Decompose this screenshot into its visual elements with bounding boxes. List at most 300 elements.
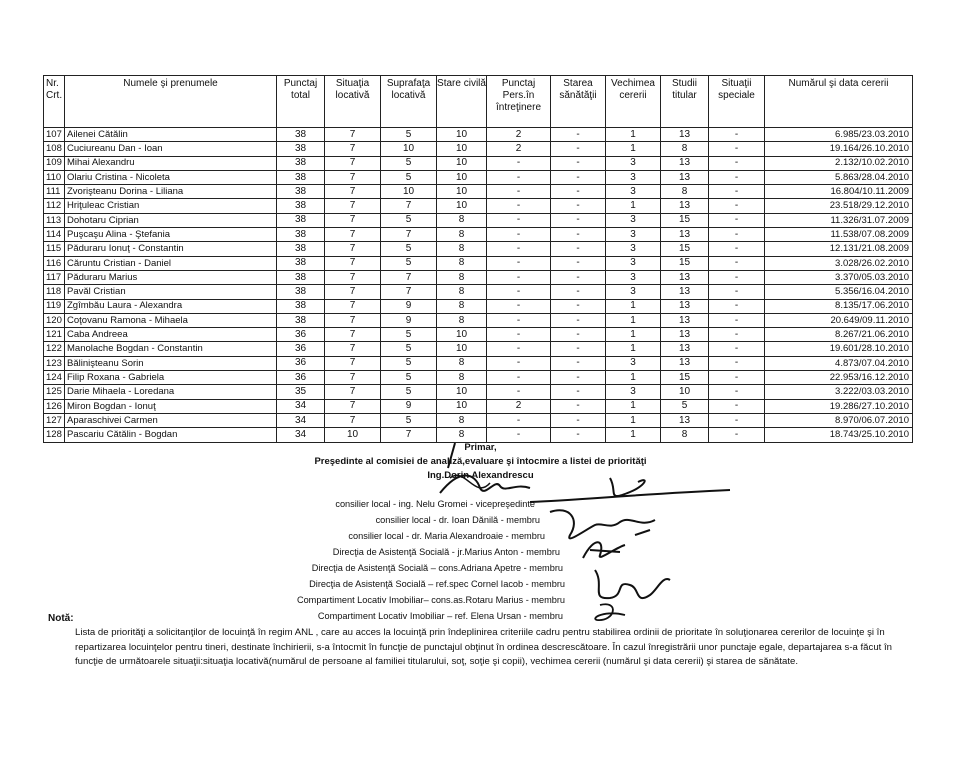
cell-sanatate: - [551,328,606,342]
cell-sanatate: - [551,242,606,256]
cell-nr: 115 [44,242,65,256]
header-situatia-locativa: Situaţia locativă [325,76,381,128]
cell-date: 3.370/05.03.2010 [765,270,913,284]
table-row [44,385,913,399]
presedinte-name: Ing.Dorin Alexandrescu [427,470,534,481]
cell-name: Manolache Bogdan - Constantin [65,342,277,356]
cell-speciale: - [709,199,765,213]
cell-speciale: - [709,285,765,299]
member-signature-4 [585,560,675,630]
cell-situatia: 7 [325,213,381,227]
cell-stare-civila: 10 [437,199,487,213]
cell-speciale: - [709,413,765,427]
cell-speciale: - [709,170,765,184]
cell-studii: 13 [661,270,709,284]
cell-punctaj: 38 [277,142,325,156]
cell-name: Pavăl Cristian [65,285,277,299]
header-suprafata-locativa: Suprafaţa locativă [381,76,437,128]
cell-nr: 109 [44,156,65,170]
header-studii-titular: Studii titular [661,76,709,128]
cell-vechime: 1 [606,313,661,327]
table-body [44,128,913,443]
cell-suprafata: 7 [381,270,437,284]
header-starea-sanatatii: Starea sănătăţii [551,76,606,128]
cell-punctaj: 36 [277,328,325,342]
table-row [44,413,913,427]
header-punctaj-total: Punctaj total [277,76,325,128]
cell-vechime: 3 [606,356,661,370]
cell-nr: 122 [44,342,65,356]
cell-stare-civila: 8 [437,299,487,313]
cell-nr: 108 [44,142,65,156]
cell-speciale: - [709,399,765,413]
cell-punctaj: 38 [277,299,325,313]
cell-punctaj: 38 [277,170,325,184]
cell-pers-intretinere: 2 [487,128,551,142]
table-row [44,313,913,327]
cell-stare-civila: 10 [437,385,487,399]
cell-pers-intretinere: - [487,228,551,242]
cell-punctaj: 38 [277,270,325,284]
cell-situatia: 7 [325,371,381,385]
cell-nr: 114 [44,228,65,242]
table-header-row [44,76,913,128]
cell-name: Miron Bogdan - Ionuţ [65,399,277,413]
cell-studii: 15 [661,242,709,256]
cell-pers-intretinere: - [487,270,551,284]
cell-sanatate: - [551,285,606,299]
nota-label: Notă: [48,613,74,624]
cell-punctaj: 38 [277,242,325,256]
cell-name: Olariu Cristina - Nicoleta [65,170,277,184]
cell-date: 18.743/25.10.2010 [765,428,913,442]
primar-label: Primar, [464,442,497,453]
cell-date: 19.601/28.10.2010 [765,342,913,356]
cell-punctaj: 36 [277,342,325,356]
member-line: Compartiment Locativ Imobiliar – ref. Elena Ursan - membru [317,611,563,621]
cell-name: Caba Andreea [65,328,277,342]
cell-speciale: - [709,385,765,399]
cell-punctaj: 38 [277,285,325,299]
cell-date: 8.267/21.06.2010 [765,328,913,342]
cell-pers-intretinere: - [487,371,551,385]
cell-suprafata: 5 [381,356,437,370]
cell-speciale: - [709,328,765,342]
cell-suprafata: 5 [381,328,437,342]
cell-sanatate: - [551,256,606,270]
cell-stare-civila: 10 [437,328,487,342]
cell-vechime: 3 [606,170,661,184]
table-row [44,199,913,213]
table-row [44,356,913,370]
table-row [44,228,913,242]
cell-nr: 123 [44,356,65,370]
cell-pers-intretinere: - [487,242,551,256]
cell-situatia: 7 [325,356,381,370]
cell-pers-intretinere: - [487,199,551,213]
cell-punctaj: 36 [277,356,325,370]
cell-stare-civila: 8 [437,356,487,370]
cell-name: Darie Mihaela - Loredana [65,385,277,399]
header-nume: Numele şi prenumele [65,76,277,128]
cell-stare-civila: 8 [437,285,487,299]
cell-situatia: 7 [325,156,381,170]
cell-nr: 117 [44,270,65,284]
member-line: consilier local - dr. Ioan Dănilă - membru [375,515,540,525]
cell-punctaj: 38 [277,128,325,142]
cell-situatia: 7 [325,242,381,256]
cell-punctaj: 34 [277,428,325,442]
cell-name: Puşcaşu Alina - Ştefania [65,228,277,242]
cell-studii: 13 [661,285,709,299]
cell-name: Filip Roxana - Gabriela [65,371,277,385]
cell-studii: 15 [661,371,709,385]
cell-sanatate: - [551,228,606,242]
cell-speciale: - [709,228,765,242]
cell-stare-civila: 10 [437,128,487,142]
cell-date: 19.164/26.10.2010 [765,142,913,156]
cell-stare-civila: 8 [437,413,487,427]
cell-sanatate: - [551,270,606,284]
cell-vechime: 3 [606,228,661,242]
cell-punctaj: 34 [277,413,325,427]
cell-studii: 13 [661,356,709,370]
cell-pers-intretinere: - [487,313,551,327]
cell-nr: 113 [44,213,65,227]
cell-punctaj: 35 [277,385,325,399]
cell-situatia: 7 [325,185,381,199]
cell-pers-intretinere: - [487,156,551,170]
cell-sanatate: - [551,313,606,327]
cell-suprafata: 5 [381,128,437,142]
cell-vechime: 1 [606,399,661,413]
cell-stare-civila: 8 [437,242,487,256]
cell-stare-civila: 8 [437,313,487,327]
cell-suprafata: 7 [381,285,437,299]
cell-date: 8.135/17.06.2010 [765,299,913,313]
cell-pers-intretinere: 2 [487,399,551,413]
member-line: Direcţia de Asistenţă Socială - jr.Marius Anton - membru [332,547,560,557]
cell-speciale: - [709,356,765,370]
cell-vechime: 3 [606,156,661,170]
table-row [44,399,913,413]
header-numar-data-cererii: Numărul şi data cererii [765,76,913,128]
cell-stare-civila: 10 [437,399,487,413]
cell-studii: 15 [661,213,709,227]
cell-stare-civila: 8 [437,228,487,242]
cell-punctaj: 38 [277,199,325,213]
cell-date: 3.028/26.02.2010 [765,256,913,270]
cell-stare-civila: 8 [437,428,487,442]
cell-studii: 8 [661,428,709,442]
cell-vechime: 3 [606,285,661,299]
cell-nr: 124 [44,371,65,385]
table-row [44,342,913,356]
cell-name: Aparaschivei Carmen [65,413,277,427]
cell-name: Păduraru Ionuţ - Constantin [65,242,277,256]
cell-name: Cuciureanu Dan - Ioan [65,142,277,156]
cell-pers-intretinere: - [487,413,551,427]
cell-vechime: 3 [606,270,661,284]
table-row [44,299,913,313]
table-row [44,213,913,227]
table-row [44,285,913,299]
cell-suprafata: 9 [381,399,437,413]
cell-suprafata: 5 [381,156,437,170]
cell-studii: 13 [661,228,709,242]
cell-name: Bălinişteanu Sorin [65,356,277,370]
header-stare-civila: Stare civilă [437,76,487,128]
cell-vechime: 3 [606,185,661,199]
cell-vechime: 3 [606,256,661,270]
cell-situatia: 7 [325,299,381,313]
cell-situatia: 7 [325,313,381,327]
cell-suprafata: 5 [381,242,437,256]
header-nr-crt: Nr. Crt. [44,76,65,128]
cell-vechime: 1 [606,328,661,342]
cell-sanatate: - [551,385,606,399]
cell-suprafata: 10 [381,142,437,156]
cell-situatia: 7 [325,128,381,142]
cell-name: Hriţuleac Cristian [65,199,277,213]
cell-pers-intretinere: 2 [487,142,551,156]
cell-situatia: 7 [325,328,381,342]
cell-studii: 13 [661,342,709,356]
header-punctaj-pers-intretinere: Punctaj Pers.în întreţinere [487,76,551,128]
table-row [44,128,913,142]
cell-name: Ailenei Cătălin [65,128,277,142]
cell-speciale: - [709,156,765,170]
cell-sanatate: - [551,156,606,170]
cell-nr: 111 [44,185,65,199]
cell-speciale: - [709,371,765,385]
cell-sanatate: - [551,371,606,385]
cell-suprafata: 7 [381,428,437,442]
cell-vechime: 3 [606,242,661,256]
cell-speciale: - [709,242,765,256]
cell-situatia: 7 [325,142,381,156]
cell-name: Coţovanu Ramona - Mihaela [65,313,277,327]
cell-sanatate: - [551,428,606,442]
cell-nr: 128 [44,428,65,442]
cell-name: Zgîmbău Laura - Alexandra [65,299,277,313]
cell-stare-civila: 8 [437,371,487,385]
cell-situatia: 7 [325,342,381,356]
cell-name: Mihai Alexandru [65,156,277,170]
cell-studii: 13 [661,328,709,342]
cell-sanatate: - [551,413,606,427]
cell-situatia: 10 [325,428,381,442]
cell-nr: 120 [44,313,65,327]
table-row [44,242,913,256]
cell-speciale: - [709,270,765,284]
cell-situatia: 7 [325,170,381,184]
cell-situatia: 7 [325,199,381,213]
cell-punctaj: 34 [277,399,325,413]
cell-situatia: 7 [325,399,381,413]
cell-suprafata: 5 [381,385,437,399]
cell-stare-civila: 10 [437,142,487,156]
cell-stare-civila: 10 [437,156,487,170]
cell-name: Zvorişteanu Dorina - Liliana [65,185,277,199]
cell-punctaj: 38 [277,228,325,242]
cell-nr: 107 [44,128,65,142]
cell-vechime: 1 [606,428,661,442]
cell-date: 3.222/03.03.2010 [765,385,913,399]
cell-studii: 8 [661,142,709,156]
cell-punctaj: 38 [277,156,325,170]
cell-suprafata: 9 [381,299,437,313]
cell-speciale: - [709,428,765,442]
cell-sanatate: - [551,185,606,199]
cell-speciale: - [709,313,765,327]
cell-stare-civila: 10 [437,342,487,356]
cell-stare-civila: 10 [437,185,487,199]
cell-suprafata: 5 [381,413,437,427]
cell-vechime: 3 [606,213,661,227]
cell-name: Păduraru Marius [65,270,277,284]
table-row [44,328,913,342]
cell-suprafata: 10 [381,185,437,199]
cell-speciale: - [709,256,765,270]
cell-date: 4.873/07.04.2010 [765,356,913,370]
cell-pers-intretinere: - [487,299,551,313]
cell-suprafata: 7 [381,199,437,213]
cell-studii: 13 [661,313,709,327]
cell-situatia: 7 [325,413,381,427]
cell-vechime: 1 [606,199,661,213]
cell-nr: 110 [44,170,65,184]
cell-vechime: 1 [606,371,661,385]
cell-date: 20.649/09.11.2010 [765,313,913,327]
cell-punctaj: 38 [277,213,325,227]
cell-speciale: - [709,213,765,227]
cell-date: 12.131/21.08.2009 [765,242,913,256]
cell-punctaj: 36 [277,371,325,385]
header-vechimea-cererii: Vechimea cererii [606,76,661,128]
nota-text: Lista de priorităţi a solicitanţilor de locuinţă în regim ANL , care au acces la locuinţă prin îndeplinirea criteriile cadru pentru stabilirea ordinii de prioritate în soluţionarea cererilor de locuinţe şi în repartizarea locuinţelor pentru tineri, destinate închirierii, s-a întocmit în funcţie de punctajul obţinut în ordinea descrescătoare. În cazul înregistrării unor punctaje egale, departajarea s-a făcut în funcţie de următoarele situaţii:situaţia locativă(numărul de persoane al familiei titularului, soţ, soţie şi copii), vechimea cererii (numărul şi data cererii) şi starea de sănătate. [75,627,892,667]
header-situatii-speciale: Situaţii speciale [709,76,765,128]
cell-pers-intretinere: - [487,285,551,299]
cell-pers-intretinere: - [487,385,551,399]
cell-suprafata: 5 [381,256,437,270]
member-line: consilier local - dr. Maria Alexandroaie - membru [348,531,545,541]
cell-pers-intretinere: - [487,170,551,184]
table-row [44,371,913,385]
cell-situatia: 7 [325,385,381,399]
cell-sanatate: - [551,356,606,370]
cell-studii: 5 [661,399,709,413]
table-row [44,156,913,170]
cell-pers-intretinere: - [487,328,551,342]
cell-vechime: 1 [606,413,661,427]
cell-nr: 116 [44,256,65,270]
cell-nr: 118 [44,285,65,299]
cell-suprafata: 7 [381,228,437,242]
cell-stare-civila: 8 [437,213,487,227]
cell-studii: 13 [661,199,709,213]
cell-studii: 13 [661,128,709,142]
table-row [44,270,913,284]
cell-sanatate: - [551,299,606,313]
table-row [44,170,913,184]
cell-punctaj: 38 [277,185,325,199]
priority-list-table [43,75,913,443]
cell-date: 19.286/27.10.2010 [765,399,913,413]
cell-speciale: - [709,142,765,156]
cell-vechime: 1 [606,342,661,356]
cell-name: Pascariu Cătălin - Bogdan [65,428,277,442]
cell-situatia: 7 [325,285,381,299]
cell-studii: 10 [661,385,709,399]
cell-nr: 112 [44,199,65,213]
cell-vechime: 1 [606,142,661,156]
cell-name: Căruntu Cristian - Daniel [65,256,277,270]
cell-pers-intretinere: - [487,356,551,370]
cell-speciale: - [709,299,765,313]
cell-stare-civila: 8 [437,270,487,284]
cell-nr: 125 [44,385,65,399]
cell-studii: 13 [661,299,709,313]
member-line: consilier local - ing. Nelu Gromei - vicepreşedinte [335,499,535,509]
member-line: Direcţia de Asistenţă Socială – ref.spec Cornel Iacob - membru [309,579,565,589]
cell-studii: 13 [661,413,709,427]
cell-stare-civila: 8 [437,256,487,270]
member-line: Compartiment Locativ Imobiliar– cons.as.Rotaru Marius - membru [296,595,565,605]
cell-situatia: 7 [325,256,381,270]
cell-date: 2.132/10.02.2010 [765,156,913,170]
cell-vechime: 1 [606,299,661,313]
cell-date: 6.985/23.03.2010 [765,128,913,142]
cell-speciale: - [709,185,765,199]
cell-date: 5.356/16.04.2010 [765,285,913,299]
cell-sanatate: - [551,170,606,184]
presedinte-title: Preşedinte al comisiei de analiză,evaluare şi întocmire a listei de priorităţi [314,456,647,467]
cell-studii: 15 [661,256,709,270]
cell-pers-intretinere: - [487,185,551,199]
cell-studii: 13 [661,156,709,170]
cell-nr: 127 [44,413,65,427]
cell-suprafata: 5 [381,371,437,385]
cell-suprafata: 5 [381,213,437,227]
cell-speciale: - [709,128,765,142]
cell-date: 22.953/16.12.2010 [765,371,913,385]
cell-suprafata: 5 [381,342,437,356]
cell-situatia: 7 [325,228,381,242]
cell-sanatate: - [551,342,606,356]
cell-vechime: 3 [606,385,661,399]
cell-vechime: 1 [606,128,661,142]
cell-sanatate: - [551,213,606,227]
cell-sanatate: - [551,399,606,413]
cell-pers-intretinere: - [487,256,551,270]
cell-studii: 8 [661,185,709,199]
table-row [44,185,913,199]
cell-situatia: 7 [325,270,381,284]
cell-suprafata: 9 [381,313,437,327]
cell-suprafata: 5 [381,170,437,184]
cell-speciale: - [709,342,765,356]
cell-date: 16.804/10.11.2009 [765,185,913,199]
cell-date: 11.538/07.08.2009 [765,228,913,242]
cell-nr: 126 [44,399,65,413]
cell-punctaj: 38 [277,256,325,270]
cell-sanatate: - [551,199,606,213]
cell-date: 5.863/28.04.2010 [765,170,913,184]
cell-date: 23.518/29.12.2010 [765,199,913,213]
cell-sanatate: - [551,142,606,156]
cell-pers-intretinere: - [487,428,551,442]
